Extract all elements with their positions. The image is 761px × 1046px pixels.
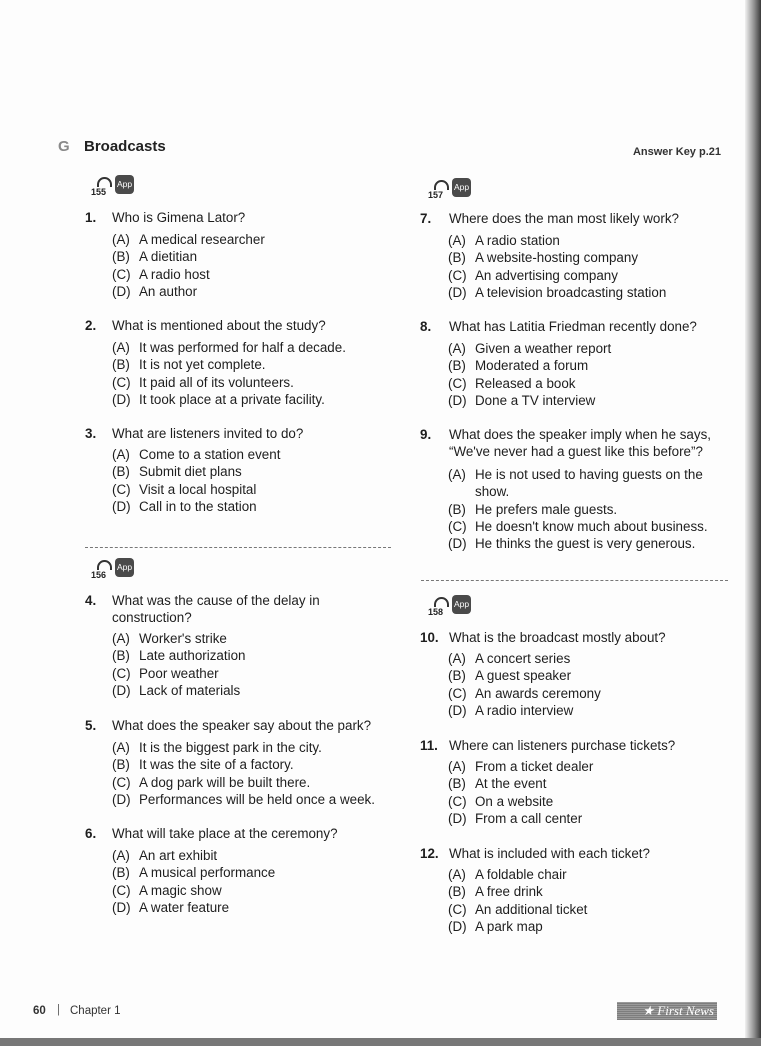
option-text: He is not used to having guests on the show. xyxy=(475,467,703,500)
answer-option[interactable] xyxy=(448,466,737,501)
footer-separator: | xyxy=(57,1004,60,1016)
option-text: It was the site of a factory. xyxy=(139,757,294,773)
option-letter: (A) xyxy=(448,867,466,882)
option-text: A musical performance xyxy=(139,865,276,881)
answer-option[interactable] xyxy=(112,864,416,881)
option-letter: (B) xyxy=(112,757,130,773)
answer-option[interactable] xyxy=(448,667,737,684)
answer-option[interactable] xyxy=(448,284,737,301)
option-letter: (D) xyxy=(112,498,131,514)
option-text: A dog park will be built there. xyxy=(139,774,311,790)
option-text: It took place at a private facility. xyxy=(139,391,325,407)
option-letter: (D) xyxy=(448,392,467,408)
option-letter: (C) xyxy=(112,374,131,390)
option-text: Given a weather report xyxy=(475,341,612,356)
answer-option[interactable] xyxy=(112,630,416,647)
answer-option[interactable] xyxy=(112,899,416,916)
headphones-icon xyxy=(97,177,112,187)
option-text: Come to a station event xyxy=(139,447,281,462)
option-letter: (D) xyxy=(448,810,467,826)
track-number: 155 xyxy=(91,187,107,197)
section-letter: G xyxy=(58,138,70,155)
answer-option[interactable] xyxy=(448,267,737,284)
option-letter: (A) xyxy=(112,740,130,755)
question-number: 1. xyxy=(85,210,97,225)
answer-option[interactable] xyxy=(448,918,737,935)
option-text: It paid all of its volunteers. xyxy=(139,374,294,390)
option-letter: (A) xyxy=(112,447,130,462)
option-text: A television broadcasting station xyxy=(475,284,667,300)
option-letter: (C) xyxy=(448,375,467,391)
option-letter: (C) xyxy=(112,665,131,681)
answer-option[interactable] xyxy=(448,340,737,357)
option-letter: (C) xyxy=(448,518,467,534)
option-text: He doesn't know much about business. xyxy=(475,518,708,534)
option-letter: (A) xyxy=(448,233,466,248)
option-text: A magic show xyxy=(139,882,222,898)
option-letter: (D) xyxy=(112,391,131,407)
option-letter: (B) xyxy=(448,884,466,900)
option-text: From a call center xyxy=(475,810,583,826)
answer-option[interactable] xyxy=(112,339,416,356)
scan-edge xyxy=(0,1038,761,1046)
option-text: A medical researcher xyxy=(139,232,265,247)
question-number: 3. xyxy=(85,426,97,441)
publisher-name: First News xyxy=(657,1003,714,1018)
answer-option[interactable] xyxy=(112,665,416,682)
section-divider xyxy=(421,580,728,581)
option-letter: (B) xyxy=(112,464,130,480)
question-number: 6. xyxy=(85,826,97,841)
answer-option[interactable] xyxy=(112,374,416,391)
option-text: Visit a local hospital xyxy=(139,481,257,497)
section-divider xyxy=(85,547,391,548)
option-letter: (B) xyxy=(112,865,130,881)
answer-option[interactable] xyxy=(112,847,416,864)
question-stem: What does the speaker say about the park? xyxy=(112,718,372,733)
answer-option[interactable] xyxy=(112,391,416,408)
answer-option[interactable] xyxy=(112,791,416,808)
answer-option[interactable] xyxy=(112,682,416,699)
answer-option[interactable] xyxy=(112,356,416,373)
question-number: 10. xyxy=(420,630,439,645)
option-text: Done a TV interview xyxy=(475,392,596,408)
option-text: On a website xyxy=(475,793,554,809)
option-letter: (B) xyxy=(112,648,130,664)
option-text: Released a book xyxy=(475,375,576,391)
option-text: An additional ticket xyxy=(475,901,588,917)
page-number: 60 xyxy=(33,1005,46,1017)
headphones-icon xyxy=(434,597,449,607)
chapter-label: Chapter 1 xyxy=(70,1005,121,1017)
answer-option[interactable] xyxy=(448,758,737,775)
option-text: At the event xyxy=(475,776,547,792)
question-number: 9. xyxy=(420,427,432,442)
option-text: It is the biggest park in the city. xyxy=(139,740,322,755)
question-stem: What has Latitia Friedman recently done? xyxy=(449,319,697,334)
publisher-logo: ★ First News xyxy=(617,1002,717,1020)
question-stem: What was the cause of the delay in construction? xyxy=(112,593,320,626)
question-stem: Where can listeners purchase tickets? xyxy=(449,738,676,753)
option-text: A foldable chair xyxy=(475,867,567,882)
option-letter: (C) xyxy=(448,267,467,283)
audio-track-3[interactable] xyxy=(428,180,478,206)
option-text: A concert series xyxy=(475,651,571,666)
question-stem: What are listeners invited to do? xyxy=(112,426,304,441)
question-number: 7. xyxy=(420,211,432,226)
option-text: A dietitian xyxy=(139,249,198,265)
question-stem: What will take place at the ceremony? xyxy=(112,826,338,841)
option-text: Submit diet plans xyxy=(139,464,242,480)
app-badge-icon[interactable]: App xyxy=(115,558,134,577)
answer-option[interactable] xyxy=(448,650,737,667)
answer-option[interactable] xyxy=(448,793,737,810)
option-letter: (A) xyxy=(112,848,130,863)
question-number: 2. xyxy=(85,318,97,333)
answer-option[interactable] xyxy=(448,357,737,374)
question-stem: What is mentioned about the study? xyxy=(112,318,326,333)
option-letter: (D) xyxy=(448,536,467,552)
section-title: Broadcasts xyxy=(84,138,166,155)
option-text: A radio station xyxy=(475,233,560,248)
question-number: 4. xyxy=(85,593,97,608)
audio-track-1[interactable] xyxy=(91,177,141,203)
option-text: From a ticket dealer xyxy=(475,759,594,774)
option-text: A free drink xyxy=(475,884,543,900)
question-stem: Where does the man most likely work? xyxy=(449,211,679,226)
option-letter: (A) xyxy=(112,232,130,247)
option-text: A park map xyxy=(475,918,543,934)
option-letter: (D) xyxy=(112,682,131,698)
option-letter: (C) xyxy=(112,481,131,497)
answer-option[interactable] xyxy=(112,774,416,791)
option-text: A guest speaker xyxy=(475,668,572,684)
track-number: 156 xyxy=(91,570,107,580)
option-text: Moderated a forum xyxy=(475,358,589,374)
answer-option[interactable] xyxy=(112,756,416,773)
option-text: Call in to the station xyxy=(139,498,257,514)
answer-option[interactable] xyxy=(448,866,737,883)
answer-option[interactable] xyxy=(112,882,416,899)
option-text: A radio interview xyxy=(475,702,574,718)
question-number: 8. xyxy=(420,319,432,334)
option-letter: (B) xyxy=(448,668,466,684)
option-text: Performances will be held once a week. xyxy=(139,791,375,807)
option-letter: (D) xyxy=(112,283,131,299)
option-letter: (B) xyxy=(448,250,466,266)
option-letter: (A) xyxy=(448,651,466,666)
audio-track-4[interactable] xyxy=(428,597,478,623)
app-badge-icon[interactable]: App xyxy=(115,175,134,194)
option-text: A water feature xyxy=(139,899,230,915)
option-letter: (A) xyxy=(448,467,466,482)
track-number: 157 xyxy=(428,190,444,200)
answer-option[interactable] xyxy=(448,883,737,900)
option-text: An art exhibit xyxy=(139,848,218,863)
option-letter: (C) xyxy=(448,901,467,917)
answer-option[interactable] xyxy=(448,685,737,702)
option-letter: (B) xyxy=(112,249,130,265)
headphones-icon xyxy=(97,560,112,570)
question-number: 5. xyxy=(85,718,97,733)
answer-option[interactable] xyxy=(112,231,416,248)
answer-option[interactable] xyxy=(448,901,737,918)
option-letter: (B) xyxy=(112,357,130,373)
option-letter: (C) xyxy=(112,266,131,282)
option-letter: (C) xyxy=(448,793,467,809)
book-spine-shadow xyxy=(745,0,761,1046)
option-text: He prefers male guests. xyxy=(475,501,618,517)
option-letter: (D) xyxy=(112,899,131,915)
question-stem: What is included with each ticket? xyxy=(449,846,650,861)
option-text: He thinks the guest is very generous. xyxy=(475,536,696,552)
option-text: Lack of materials xyxy=(139,682,241,698)
headphones-icon xyxy=(434,180,449,190)
option-letter: (D) xyxy=(448,702,467,718)
option-letter: (A) xyxy=(112,340,130,355)
question-stem: What is the broadcast mostly about? xyxy=(449,630,666,645)
answer-option[interactable] xyxy=(448,375,737,392)
answer-key-reference: Answer Key p.21 xyxy=(632,146,721,158)
answer-option[interactable] xyxy=(112,498,416,515)
option-letter: (D) xyxy=(448,918,467,934)
option-text: Late authorization xyxy=(139,648,246,664)
answer-option[interactable] xyxy=(112,647,416,664)
answer-option[interactable] xyxy=(112,266,416,283)
option-letter: (D) xyxy=(448,284,467,300)
option-text: An advertising company xyxy=(475,267,618,283)
option-text: A radio host xyxy=(139,266,210,282)
option-letter: (B) xyxy=(448,358,466,374)
question-number: 12. xyxy=(420,846,439,861)
answer-option[interactable] xyxy=(448,501,737,518)
option-letter: (B) xyxy=(448,776,466,792)
app-badge-icon[interactable]: App xyxy=(452,595,471,614)
answer-option[interactable] xyxy=(448,702,737,719)
answer-option[interactable] xyxy=(112,481,416,498)
answer-option[interactable] xyxy=(112,463,416,480)
answer-option[interactable] xyxy=(112,739,416,756)
track-number: 158 xyxy=(428,607,444,617)
app-badge-icon[interactable]: App xyxy=(452,178,471,197)
answer-option[interactable] xyxy=(448,518,737,535)
answer-option[interactable] xyxy=(448,392,737,409)
answer-option[interactable] xyxy=(448,535,737,552)
audio-track-2[interactable] xyxy=(91,560,141,586)
answer-option[interactable] xyxy=(448,810,737,827)
question-stem: Who is Gimena Lator? xyxy=(112,210,246,225)
option-letter: (A) xyxy=(112,631,130,646)
option-text: Worker's strike xyxy=(139,631,227,646)
answer-option[interactable] xyxy=(448,775,737,792)
answer-option[interactable] xyxy=(448,232,737,249)
option-letter: (C) xyxy=(112,882,131,898)
answer-option[interactable] xyxy=(112,446,416,463)
option-text: Poor weather xyxy=(139,665,219,681)
option-text: It was performed for half a decade. xyxy=(139,340,346,355)
answer-option[interactable] xyxy=(448,249,737,266)
option-letter: (C) xyxy=(112,774,131,790)
option-letter: (D) xyxy=(112,791,131,807)
option-letter: (A) xyxy=(448,341,466,356)
question-number: 11. xyxy=(420,738,438,753)
question-stem: What does the speaker imply when he says, “We've never had a guest like this before”? xyxy=(449,427,711,460)
option-letter: (B) xyxy=(448,501,466,517)
option-text: An author xyxy=(139,283,198,299)
option-letter: (C) xyxy=(448,685,467,701)
option-text: It is not yet complete. xyxy=(139,357,266,373)
answer-option[interactable] xyxy=(112,248,416,265)
option-text: An awards ceremony xyxy=(475,685,601,701)
answer-option[interactable] xyxy=(112,283,416,300)
option-letter: (A) xyxy=(448,759,466,774)
option-text: A website-hosting company xyxy=(475,250,639,266)
